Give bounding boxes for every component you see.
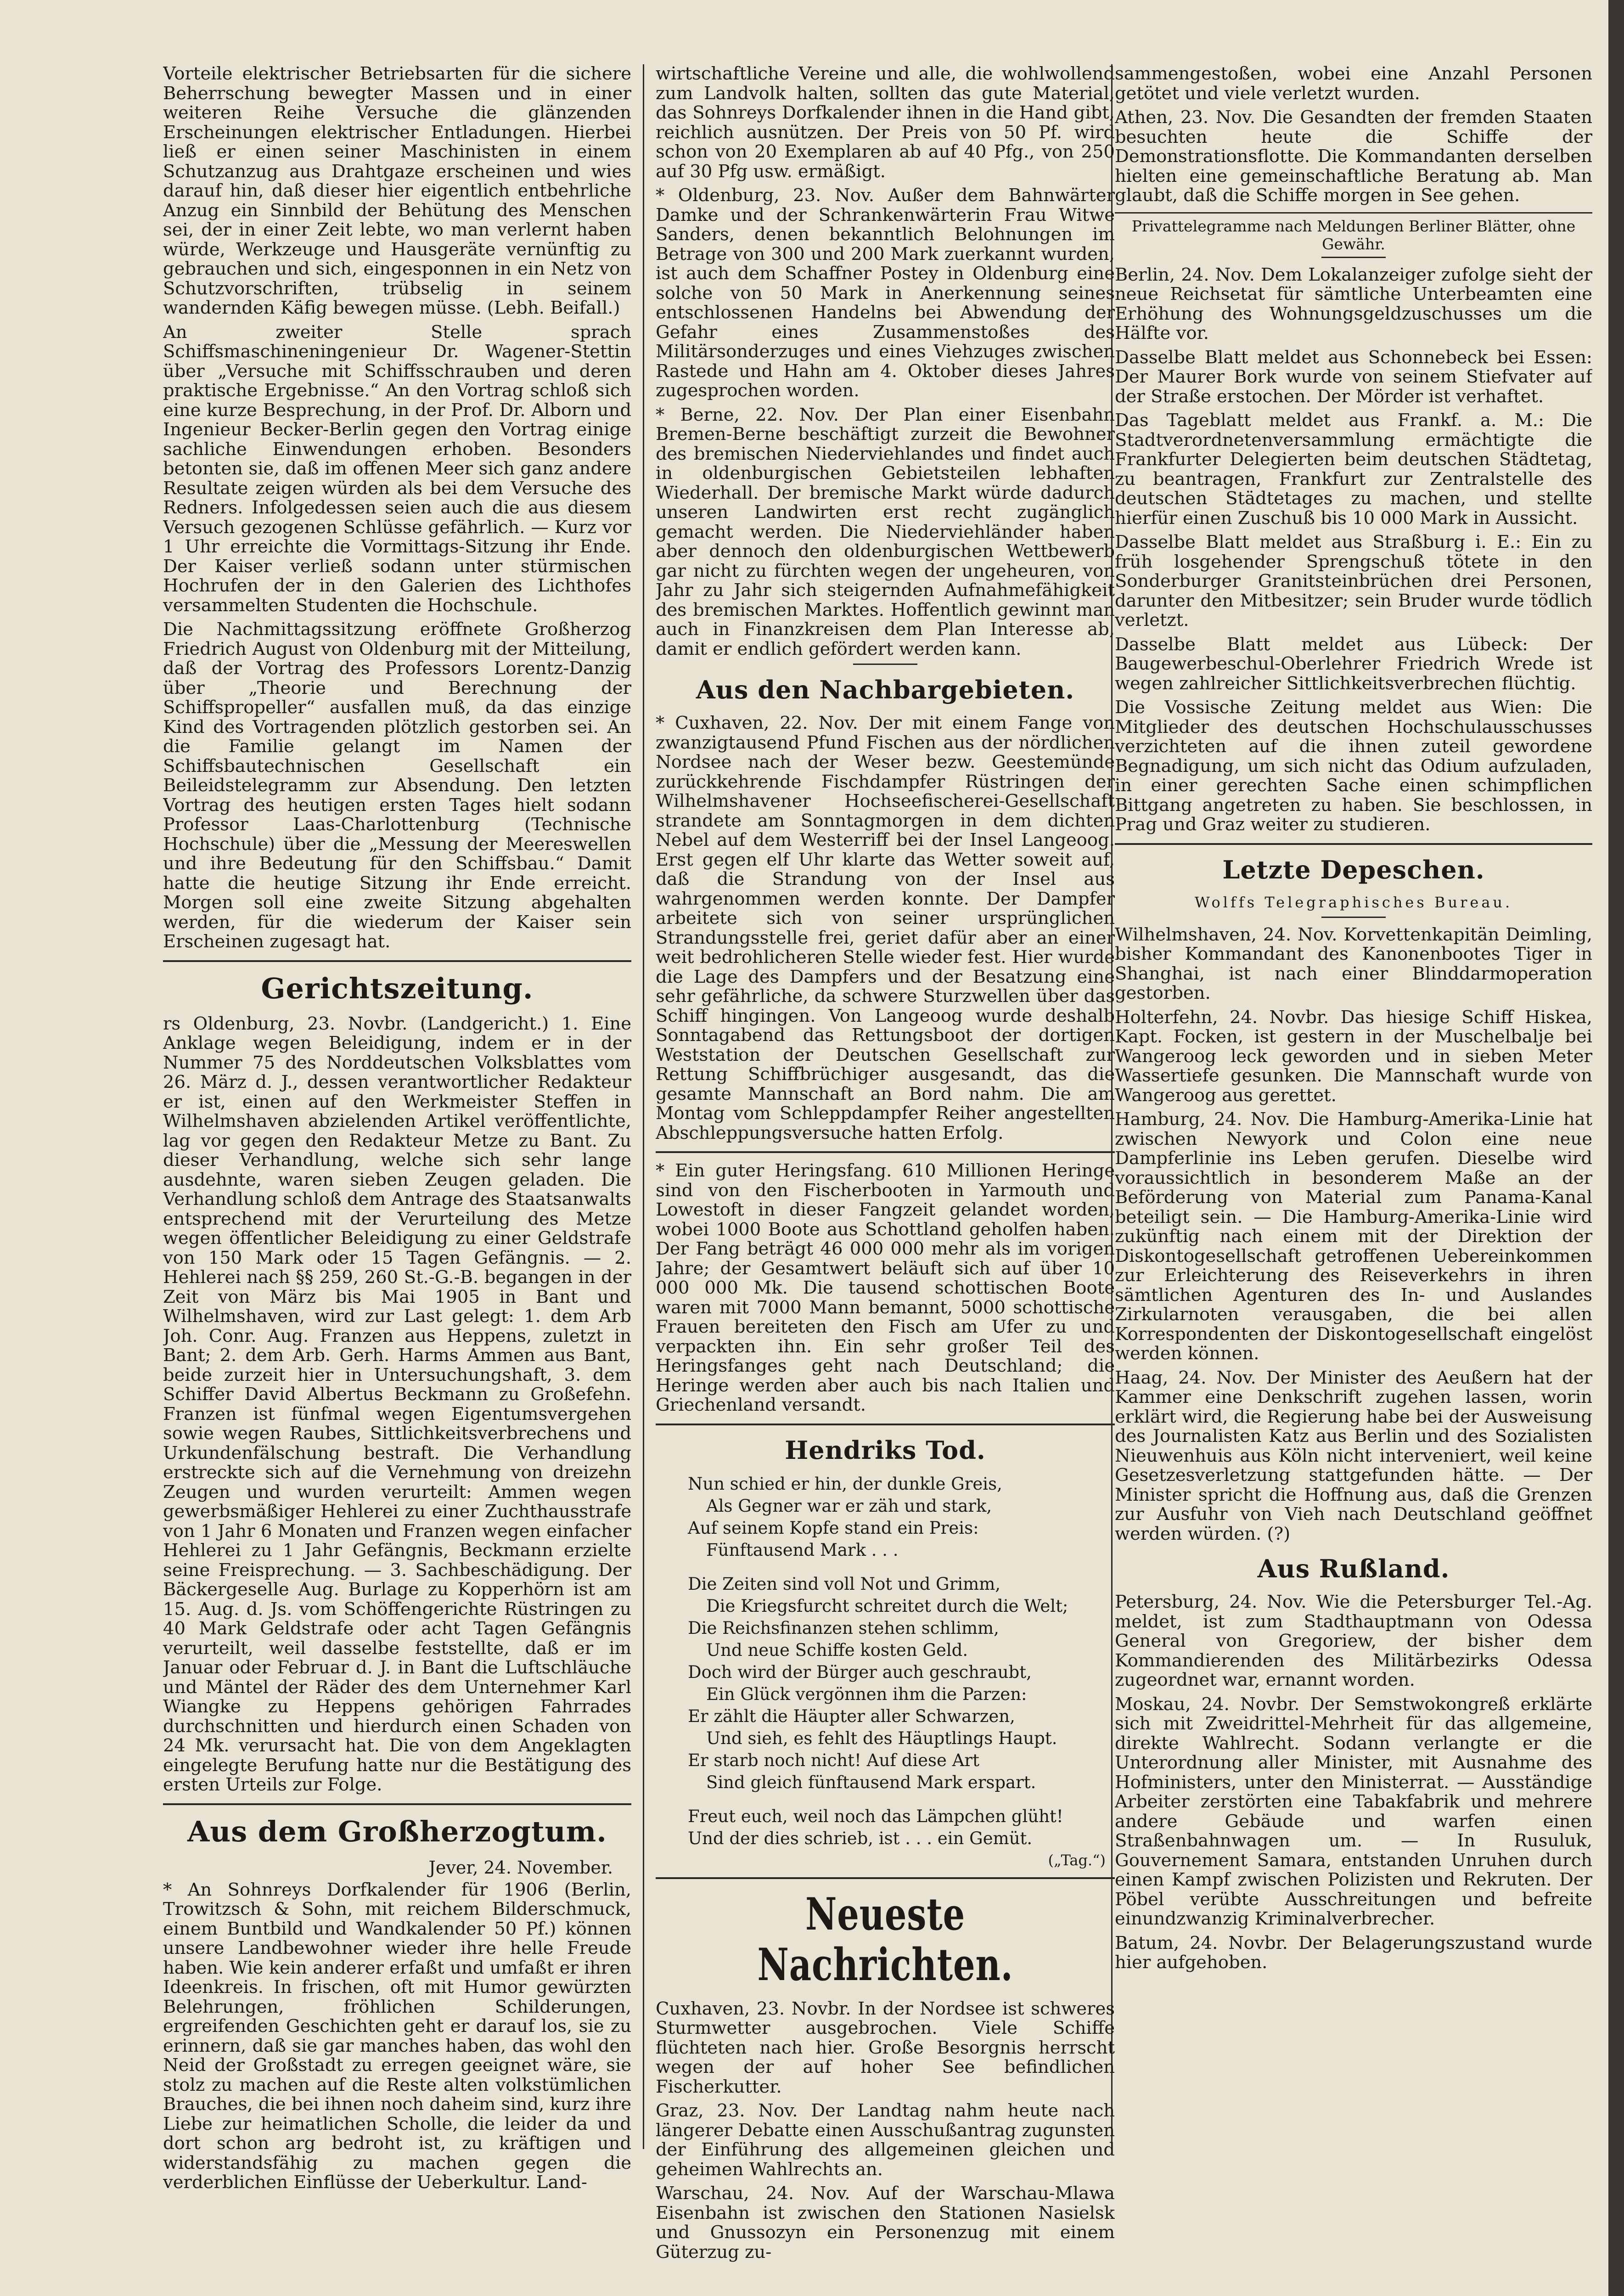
poem-line: Er zählt die Häupter aller Schwarzen,: [688, 1706, 1015, 1726]
article-paragraph: Wilhelmshaven, 24. Nov. Korvettenkapitän Deimling, bisher Kommandant des Kanonenbootes Tiger in Shanghai, ist nach einer Blinddarmoperation gestorben.: [1115, 924, 1592, 1003]
article-paragraph: rs Oldenburg, 23. Novbr. (Landgericht.) 1. Eine Anklage wegen Beleidigung, indem er in der Nummer 75 des Norddeutschen Volksblattes vom 26. März d. J., dessen verantwortlicher Redakteur er ist, einen auf den Werkmeister Steffen in Wilhelmshaven abzielenden Artikel veröffentlichte, lag vor gegen den Redakteur Metze zu Bant. Zu dieser Verhandlung, welche sich sehr lange ausdehnte, waren sieben Zeugen geladen. Die Verhandlung schloß dem Antrage des Staatsanwalts entsprechend mit der Verurteilung des Metze wegen öffentlicher Beleidigung zu einer Geldstrafe von 150 Mark oder 15 Tagen Gefängnis. — 2. Hehlerei nach §§ 259, 260 St.-G.-B. begangen in der Zeit von März bis Mai 1905 in Bant und Wilhelmshaven, wird zur Last gelegt: 1. dem Arb Joh. Conr. Aug. Franzen aus Heppens, zuletzt in Bant; 2. dem Arb. Gerh. Harms Ammen aus Bant, beide zurzeit hier in Untersuchungshaft, 3. dem Schiffer David Albertus Beckmann zu Großefehn. Franzen ist fünfmal wegen Eigentumsvergehen sowie wegen Raubes, Sittlichkeitsverbrechens und Urkundenfälschung bestraft. Die Verhandlung erstreckte sich auf die Vernehmung von dreizehn Zeugen und wurden verurteilt: Ammen wegen gewerbsmäßiger Hehlerei zu einer Zuchthausstrafe von 1 Jahr 6 Monaten und Franzen wegen einfacher Hehlerei zu 1 Jahr Gefängnis, Beckmann erzielte seine Freisprechung. — 3. Sachbeschädigung. Der Bäckergeselle Aug. Burlage zu Kopperhörn ist am 15. Aug. d. Js. vom Schöffengerichte Rüstringen zu 40 Mark Geldstrafe oder acht Tagen Gefängnis verurteilt, weil dasselbe feststellte, daß er im Januar oder Februar d. J. in Bant die Luftschläuche und Mäntel der Räder des dem Unternehmer Karl Wiangke zu Heppens gehörigen Fahrrades durchschnitten und hierdurch einen Schaden von 24 Mk. verursacht hat. Die von dem Angeklagten eingelegte Berufung hatte nur die Bestätigung des ersten Urteils zur Folge.: [163, 1013, 631, 1795]
article-paragraph: Cuxhaven, 23. Novbr. In der Nordsee ist schweres Sturmwetter ausgebrochen. Viele Schiffe flüchteten nach hier. Große Besorgnis herrscht wegen der auf hoher See befindlichen Fischerkutter.: [656, 1998, 1115, 2097]
article-paragraph: Dasselbe Blatt meldet aus Schonnebeck bei Essen: Der Maurer Bork wurde von seinem Stiefvater auf der Straße erstochen. Der Mörder ist verhaftet.: [1115, 347, 1592, 407]
poem-line: Und neue Schiffe kosten Geld.: [706, 1640, 968, 1660]
article-paragraph: wirtschaftliche Vereine und alle, die wohlwollend zum Landvolk halten, sollten das gute Material, das Sohnreys Dorfkalender ihnen in die Hand gibt, reichlich ausnützen. Der Preis von 50 Pf. wird schon von 20 Exemplaren ab auf 40 Pfg., von 250 auf 30 Pfg usw. ermäßigt.: [656, 64, 1115, 182]
poem-line: Fünftausend Mark . . .: [706, 1540, 899, 1560]
poem-line: Und der dies schrieb, ist . . . ein Gemüt.: [688, 1828, 1033, 1848]
article-paragraph: Warschau, 24. Nov. Auf der Warschau-Mlawa Eisenbahn ist zwischen den Stationen Nasielsk und Gnussozyn ein Personenzug mit einem Güterzug zu-: [656, 2183, 1115, 2262]
section-heading-gerichtszeitung: Gerichtszeitung.: [261, 971, 534, 1005]
dateline: Jever, 24. November.: [428, 1857, 613, 1878]
wire-service-label: Wolffs Telegraphisches Bureau.: [1194, 893, 1513, 911]
article-paragraph: Vorteile elektrischer Betriebsarten für die sichere Beherrschung bewegter Massen und in einer weiteren Reihe Versuche die glänzenden Erscheinungen elektrischer Entladungen. Hierbei ließ er einen seiner Maschinisten in einem Schutzanzug aus Drahtgaze erscheinen und wies darauf hin, daß dieser hier eigentlich entbehrliche Anzug ein Sinnbild der Behütung des Menschen sei, der in einer Zeit lebte, wo man verlernt haben würde, Werkzeuge und Hausgeräte vernünftig zu gebrauchen und sich, eingesponnen in ein Netz von Schutzvorschriften, trübselig in seinem wandernden Käfig bewegen müsse. (Lebh. Beifall.): [163, 64, 631, 318]
column-2: [656, 64, 1115, 2267]
article-paragraph: Dasselbe Blatt meldet aus Lübeck: Der Baugewerbeschul-Oberlehrer Friedrich Wrede ist wegen zahlreicher Sittlichkeitsverbrechen flüchtig.: [1115, 634, 1592, 694]
column-1: [163, 64, 631, 2197]
poem-title: Hendriks Tod.: [785, 1435, 986, 1465]
poem-line: Die Zeiten sind voll Not und Grimm,: [688, 1574, 1001, 1594]
article-paragraph: Athen, 23. Nov. Die Gesandten der fremden Staaten besuchten heute die Schiffe der Demonstrationsflotte. Die Kommandanten derselben hielten eine gemeinschaftliche Beratung ab. Man glaubt, daß die Schiffe morgen in See gehen.: [1115, 107, 1592, 206]
section-divider: [163, 960, 631, 962]
section-heading-letzte-depeschen: Letzte Depeschen.: [1222, 855, 1485, 884]
poem-line: Die Reichsfinanzen stehen schlimm,: [688, 1618, 999, 1638]
section-heading-neueste-nachrichten: Neueste Nachrichten.: [757, 1888, 1013, 1991]
section-heading-nachbargebiete: Aus den Nachbargebieten.: [696, 675, 1075, 704]
section-heading-grossherzogtum: Aus dem Großherzogtum.: [187, 1814, 607, 1848]
article-paragraph: Graz, 23. Nov. Der Landtag nahm heute nach längerer Debatte einen Ausschußantrag zugunsten der Einführung des allgemeinen gleichen und geheimen Wahlrechts an.: [656, 2100, 1115, 2180]
poem-line: Sind gleich fünftausend Mark erspart.: [706, 1772, 1036, 1792]
article-paragraph: Batum, 24. Novbr. Der Belagerungszustand wurde hier aufgehoben.: [1115, 1932, 1592, 1973]
article-paragraph: * Oldenburg, 23. Nov. Außer dem Bahnwärter Damke und der Schrankenwärterin Frau Witwe Sanders, denen bekanntlich Belohnungen im Betrage von 300 und 200 Mark zuerkannt wurden, ist auch dem Schaffner Postey in Oldenburg eine solche von 50 Mark in Anerkennung seines entschlossenen Handelns bei Abwendung der Gefahr eines Zusammenstoßes des Militärsonderzuges und eines Viehzuges zwischen Rastede und Hahn am 4. Oktober dieses Jahres zugesprochen worden.: [656, 185, 1115, 401]
article-paragraph: * Cuxhaven, 22. Nov. Der mit einem Fange von zwanzigtausend Pfund Fischen aus der nördlichen Nordsee nach der Weser bezw. Geestemünde zurückkehrende Fischdampfer Rüstringen der Wilhelmshavener Hochseefischerei-Gesellschaft strandete am Sonntagmorgen in dem dichten Nebel auf dem Westerriff bei der Insel Langeoog. Erst gegen elf Uhr klarte das Wetter soweit auf, daß die Strandung von der Insel aus wahrgenommen werden konnte. Der Dampfer arbeitete sich von seiner ursprünglichen Strandungsstelle frei, geriet dafür aber an einer weit bedrohlicheren Stelle wieder fest. Hier wurde die Lage des Dampfers und der Besatzung eine sehr gefährliche, da schwere Sturzwellen über das Schiff hingingen. Von Langeoog wurde deshalb Sonntagabend das Rettungsboot der dortigen Weststation der Deutschen Gesellschaft zur Rettung Schiffbrüchiger ausgesandt, das die gesamte Mannschaft an Bord nahm. Die am Montag vom Schleppdampfer Reiher angestellten Abschleppungsversuche hatten Erfolg.: [656, 713, 1115, 1143]
article-paragraph: * Berne, 22. Nov. Der Plan einer Eisenbahn Bremen-Berne beschäftigt zurzeit die Bewohner des bremischen Niederviehlandes und findet auch in oldenburgischen Gebietsteilen lebhaften Wiederhall. Der bremische Markt würde dadurch unseren Landwirten erst recht zugänglich gemacht werden. Die Niederviehländer haben aber dennoch den oldenburgischen Wettbewerb gar nicht zu fürchten wegen der ungeheuren, von Jahr zu Jahr sich steigernden Aufnahmefähigkeit des bremischen Marktes. Hoffentlich gewinnt man auch in Finanzkreisen dem Plan Interesse ab, damit er endlich gefördert werden kann.: [656, 404, 1115, 659]
poem-line: Ein Glück vergönnen ihm die Parzen:: [706, 1684, 1027, 1704]
article-paragraph: Berlin, 24. Nov. Dem Lokalanzeiger zufolge sieht der neue Reichsetat für sämtliche Unterbeamten eine Erhöhung des Wohnungsgeldzuschusses um die Hälfte vor.: [1115, 264, 1592, 343]
scan-edge: [1608, 0, 1624, 2296]
article-paragraph: Das Tageblatt meldet aus Frankf. a. M.: Die Stadtverordnetenversammlung ermächtigte die Frankfurter Delegierten beim deutschen Städtetag, zu beantragen, Frankfurt zur Zentralstelle des deutschen Städtetages zu machen, und stellte hierfür einen Zuschuß bis 10 000 Mark in Aussicht.: [1115, 410, 1592, 529]
article-paragraph: sammengestoßen, wobei eine Anzahl Personen getötet und viele verletzt wurden.: [1115, 64, 1592, 104]
article-paragraph: * An Sohnreys Dorfkalender für 1906 (Berlin, Trowitzsch & Sohn, mit reichem Bilderschmuck, einem Buntbild und Wandkalender 50 Pf.) können unsere Landbewohner wieder ihre helle Freude haben. Wie kein anderer erfaßt und umfaßt er ihren Ideenkreis. In frischen, oft mit Humor gewürzten Belehrungen, fröhlichen Schilderungen, ergreifenden Geschichten geht er darauf los, sie zu erinnern, daß sie gar manches haben, das wohl den Neid der Großstadt zu erregen geeignet wäre, sie stolz zu machen auf die Reste alten volkstümlichen Brauches, die bei ihnen noch daheim sind, kurz ihre Liebe zur heimatlichen Scholle, die leider da und dort schon arg bedroht ist, zu kräftigen und widerstandsfähig zu machen gegen die verderblichen Einflüsse der Ueberkultur. Land-: [163, 1879, 631, 2193]
stanza-gap: [656, 1562, 1115, 1572]
article-paragraph: Dasselbe Blatt meldet aus Straßburg i. E.: Ein zu früh losgehender Sprengschuß tötete in den Sonderburger Granitsteinbrüchen drei Personen, darunter den Mitbesitzer; sein Bruder wurde tödlich verletzt.: [1115, 532, 1592, 630]
section-divider: [656, 1877, 1115, 1879]
poem: [656, 1474, 1115, 1849]
short-divider: [1321, 257, 1386, 258]
column-rule: [643, 64, 644, 2149]
section-divider: [1115, 843, 1592, 845]
article-paragraph: Petersburg, 24. Nov. Wie die Petersburger Tel.-Ag. meldet, ist zum Stadthauptmann von Odessa General von Gregoriew, der bisher dem Kommandierenden des Militärbezirks Odessa zugeordnet war, ernannt worden.: [1115, 1592, 1592, 1690]
poem-line: Und sieh, es fehlt des Häuptlings Haupt.: [706, 1728, 1057, 1748]
short-divider: [853, 664, 917, 665]
section-divider: [163, 1803, 631, 1805]
column-3: [1115, 64, 1592, 1977]
section-heading-russland: Aus Rußland.: [1257, 1554, 1450, 1583]
article-paragraph: * Ein guter Heringsfang. 610 Millionen Heringe sind von den Fischerbooten in Yarmouth und Lowestoft in dieser Fangzeit gelandet worden, wobei 1000 Boote aus Schottland geholfen haben. Der Fang beträgt 46 000 000 mehr als im vorigen Jahre; der Gesamtwert beläuft sich auf über 10 000 000 Mk. Die tausend schottischen Boote waren mit 7000 Mann bemannt, 5000 schottische Frauen bereiteten den Fisch am Ufer zu und verpackten ihn. Ein sehr großer Teil des Heringsfanges geht nach Deutschland; die Heringe werden aber auch bis nach Italien und Griechenland versandt.: [656, 1160, 1115, 1415]
article-paragraph: Die Vossische Zeitung meldet aus Wien: Die Mitglieder des deutschen Hochschulausschusses verzichteten auf die ihnen zuteil gewordene Begnadigung, um sich nicht das Odium aufzuladen, in einer gerechten Sache einen schimpflichen Bittgang angetreten zu haben. Sie beschlossen, in Prag und Graz weiter zu studieren.: [1115, 697, 1592, 835]
section-divider: [1115, 212, 1592, 214]
poem-line: Doch wird der Bürger auch geschraubt,: [688, 1662, 1032, 1682]
article-paragraph: Haag, 24. Nov. Der Minister des Aeußern hat der Kammer eine Denkschrift zugehen lassen, worin erklärt wird, die Regierung habe bei der Ausweisung des Journalisten Katz aus Berlin und des Sozialisten Nieuwenhuis aus Köln nicht interveniert, weil keine Gesetzesverletzung stattgefunden hätte. — Der Minister spricht die Hoffnung aus, daß die Grenzen zur Ausfuhr von Vieh nach Deutschland geöffnet werden würden. (?): [1115, 1367, 1592, 1544]
poem-line: Er starb noch nicht! Auf diese Art: [688, 1750, 979, 1770]
poem-line: Freut euch, weil noch das Lämpchen glüht!: [688, 1806, 1063, 1826]
section-divider: [656, 1424, 1115, 1425]
article-paragraph: Die Nachmittagssitzung eröffnete Großherzog Friedrich August von Oldenburg mit der Mitteilung, daß der Vortrag des Professors Lorentz-Danzig über „Theorie und Berechnung der Schiffspropeller“ ausfallen muß, da das einzige Kind des Vortragenden plötzlich gestorben sei. An die Familie gelangt im Namen der Schiffsbautechnischen Gesellschaft ein Beileidstelegramm zur Absendung. Den letzten Vortrag des heutigen ersten Tages hielt sodann Professor Laas-Charlottenburg (Technische Hochschule) über die „Messung der Meereswellen und ihre Bedeutung für den Schiffsbau.“ Damit hatte die heutige Sitzung ihr Ende erreicht. Morgen soll eine zweite Sitzung abgehalten werden, für die wiederum der Kaiser sein Erscheinen zugesagt hat.: [163, 619, 631, 952]
poem-line: Auf seinem Kopfe stand ein Preis:: [688, 1518, 979, 1538]
article-paragraph: Hamburg, 24. Nov. Die Hamburg-Amerika-Linie hat zwischen Newyork und Colon eine neue Dampferlinie ins Leben gerufen. Dieselbe wird voraussichtlich in besonderem Maße an der Beförderung von Material zum Panama-Kanal beteiligt sein. — Die Hamburg-Amerika-Linie wird zukünftig nach einem mit der Direktion der Diskontogesellschaft getroffenen Uebereinkommen zur Erleichterung des Reiseverkehrs in ihren sämtlichen Agenturen des In- und Auslandes Zirkularnoten verausgaben, die bei allen Korrespondenten der Diskontogesellschaft eingelöst werden können.: [1115, 1109, 1592, 1364]
stanza-gap: [656, 1795, 1115, 1805]
article-paragraph: Moskau, 24. Novbr. Der Semstwokongreß erklärte sich mit Zweidrittel-Mehrheit für das allgemeine, direkte Wahlrecht. Sodann verlangte er die Unterordnung aller Minister, mit Ausnahme des Hofministers, unter den Ministerrat. — Ausständige Arbeiter zerstörten eine Tabakfabrik und mehrere andere Gebäude und warfen einen Straßenbahnwagen um. — In Rusuluk, Gouvernement Samara, entstanden Unruhen durch einen Kampf zwischen Polizisten und Rekruten. Der Pöbel verübte Ausschreitungen und befreite einundzwanzig Kriminalverbrecher.: [1115, 1694, 1592, 1929]
poem-line: Die Kriegsfurcht schreitet durch die Welt;: [706, 1596, 1068, 1616]
poem-line: Nun schied er hin, der dunkle Greis,: [688, 1474, 1002, 1494]
short-divider: [1321, 917, 1386, 918]
article-paragraph: Holterfehn, 24. Novbr. Das hiesige Schiff Hiskea, Kapt. Focken, ist gestern in der Muschelbalje bei Wangeroog leck geworden und in sieben Meter Wassertiefe gesunken. Die Mannschaft wurde von Wangeroog aus gerettet.: [1115, 1007, 1592, 1106]
article-paragraph: An zweiter Stelle sprach Schiffsmaschineningenieur Dr. Wagener-Stettin über „Versuche mit Schiffsschrauben und deren praktische Ergebnisse.“ An den Vortrag schloß sich eine kurze Besprechung, in der Prof. Dr. Alborn und Ingenieur Becker-Berlin gegen den Vortrag einige sachliche Einwendungen erhoben. Besonders betonten sie, daß im offenen Meer sich ganz andere Resultate zeigen würden als bei dem Versuche des Redners. Infolgedessen seien auch die aus diesem Versuch gezogenen Schlüsse gefährlich. — Kurz vor 1 Uhr erreichte die Vormittags-Sitzung ihr Ende. Der Kaiser verließ sodann unter stürmischen Hochrufen der in den Galerien des Lichthofes versammelten Studenten die Hochschule.: [163, 321, 631, 616]
private-telegram-note: Privattelegramme nach Meldungen Berliner Blätter, ohne Gewähr.: [1131, 217, 1576, 253]
section-divider: [656, 1151, 1115, 1153]
poem-source: („Tag.“): [1048, 1851, 1106, 1869]
poem-line: Als Gegner war er zäh und stark,: [706, 1496, 992, 1516]
